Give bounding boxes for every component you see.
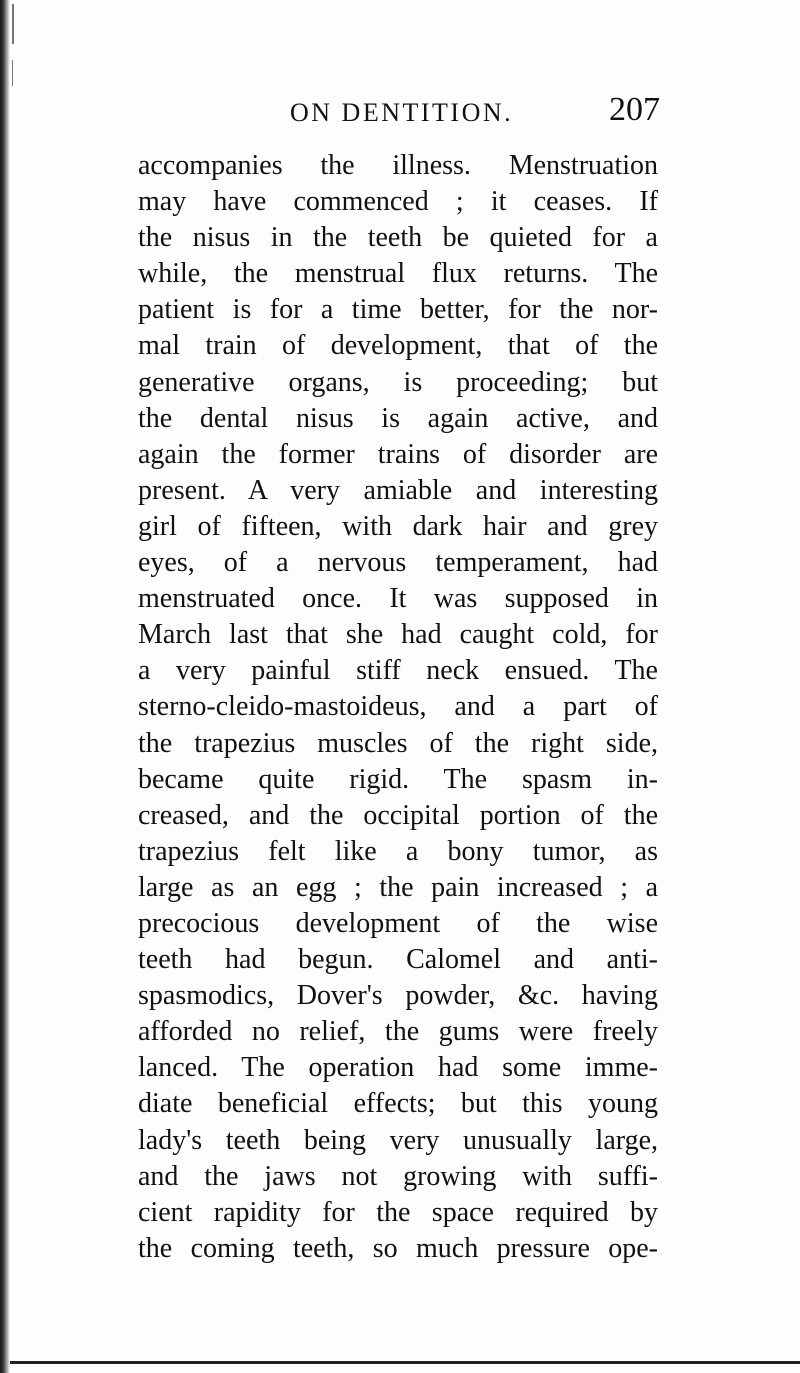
text-line: creased, and the occipital portion of the bbox=[138, 799, 658, 831]
text-line: lady's teeth being very unusually large, bbox=[138, 1124, 658, 1156]
text-line: cient rapidity for the space required by bbox=[138, 1196, 658, 1228]
running-head: ON DENTITION. bbox=[290, 98, 514, 127]
text-line: present. A very amiable and interesting bbox=[138, 474, 658, 506]
text-line: accompanies the illness. Menstruation bbox=[138, 150, 658, 181]
text-line: afforded no relief, the gums were freely bbox=[138, 1016, 658, 1048]
scan-bottom-edge bbox=[10, 1361, 800, 1364]
scan-speck bbox=[12, 4, 14, 44]
scan-speck bbox=[12, 60, 13, 86]
text-line: the trapezius muscles of the right side, bbox=[138, 727, 658, 759]
body-text bbox=[138, 148, 658, 1267]
text-line: precocious development of the wise bbox=[138, 907, 658, 939]
text-line: and the jaws not growing with suffi- bbox=[138, 1160, 658, 1192]
page-number: 207 bbox=[609, 91, 660, 128]
text-line: trapezius felt like a bony tumor, as bbox=[138, 835, 658, 867]
text-line: a very painful stiff neck ensued. The bbox=[138, 655, 658, 687]
text-line: while, the menstrual flux returns. The bbox=[138, 258, 658, 290]
text-line: patient is for a time better, for the nor- bbox=[138, 294, 658, 326]
text-line: may have commenced ; it ceases. If bbox=[138, 186, 658, 218]
text-line: the dental nisus is again active, and bbox=[138, 402, 658, 434]
page-header bbox=[290, 90, 660, 134]
text-line: mal train of development, that of the bbox=[138, 330, 658, 362]
text-line: teeth had begun. Calomel and anti- bbox=[138, 944, 658, 976]
text-line: generative organs, is proceeding; but bbox=[138, 366, 658, 398]
text-line: became quite rigid. The spasm in- bbox=[138, 763, 658, 795]
text-line: spasmodics, Dover's powder, &c. having bbox=[138, 980, 658, 1012]
text-line: menstruated once. It was supposed in bbox=[138, 583, 658, 615]
text-line: the coming teeth, so much pressure ope- bbox=[138, 1232, 658, 1264]
text-line: sterno-cleido-mastoideus, and a part of bbox=[138, 691, 658, 723]
text-line: eyes, of a nervous temperament, had bbox=[138, 547, 658, 579]
binding-edge bbox=[0, 0, 10, 1373]
text-line: large as an egg ; the pain increased ; a bbox=[138, 871, 658, 903]
text-line: diate beneficial effects; but this young bbox=[138, 1088, 658, 1120]
text-line: again the former trains of disorder are bbox=[138, 438, 658, 470]
text-line: girl of fifteen, with dark hair and grey bbox=[138, 510, 658, 542]
text-line: lanced. The operation had some imme- bbox=[138, 1052, 658, 1084]
text-line: the nisus in the teeth be quieted for a bbox=[138, 222, 658, 254]
text-line: March last that she had caught cold, for bbox=[138, 619, 658, 651]
